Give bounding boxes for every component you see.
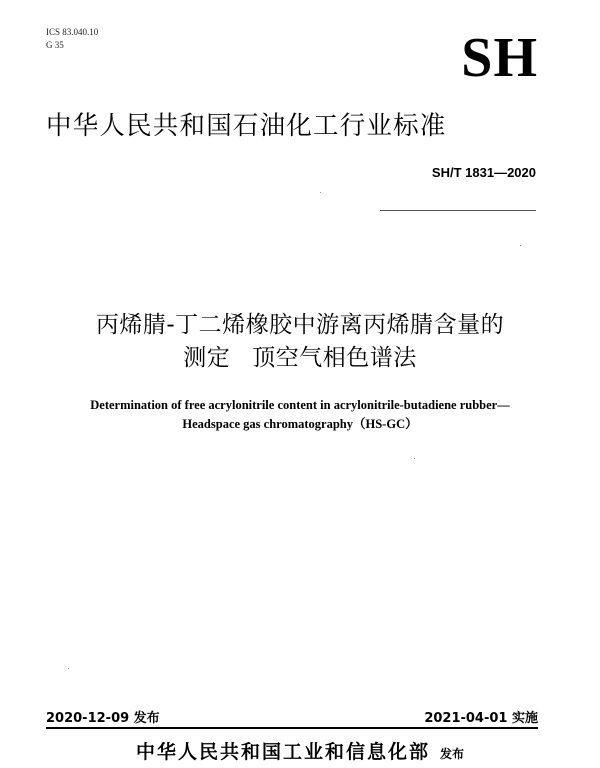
sh-standard-logo: SH [461,27,538,89]
standard-family-title: 中华人民共和国石油化工行业标准 [46,111,447,141]
scan-speck [520,245,521,246]
standard-number: SH/T 1831—2020 [431,165,536,180]
issuer-action: 发布 [440,747,465,761]
issuer-name: 中华人民共和国工业和信息化部 [135,741,430,763]
chinese-title-line1: 丙烯腈-丁二烯橡胶中游离丙烯腈含量的 [95,312,505,338]
english-title-line1: Determination of free acrylonitrile content in acrylonitrile-butadiene rubber— [90,398,510,412]
issue-date: 2020-12-09 发布 [46,711,160,726]
ccs-code: G 35 [46,40,64,50]
ics-code: ICS 83.040.10 [46,27,99,37]
scan-speck [68,668,69,669]
chinese-title-line2-part2: 顶空气相色谱法 [252,345,417,371]
chinese-title-line2 [0,343,600,373]
chinese-title-line2-part1: 测定 [183,345,231,371]
scan-speck [414,458,415,459]
scan-speck [320,192,321,193]
issuing-authority [0,737,600,764]
english-title-line2: Headspace gas chromatography（HS-GC） [182,417,418,431]
header-divider [380,210,536,211]
footer-divider [46,727,538,729]
implementation-date: 2021-04-01 实施 [424,711,538,726]
classification-codes [46,26,98,52]
